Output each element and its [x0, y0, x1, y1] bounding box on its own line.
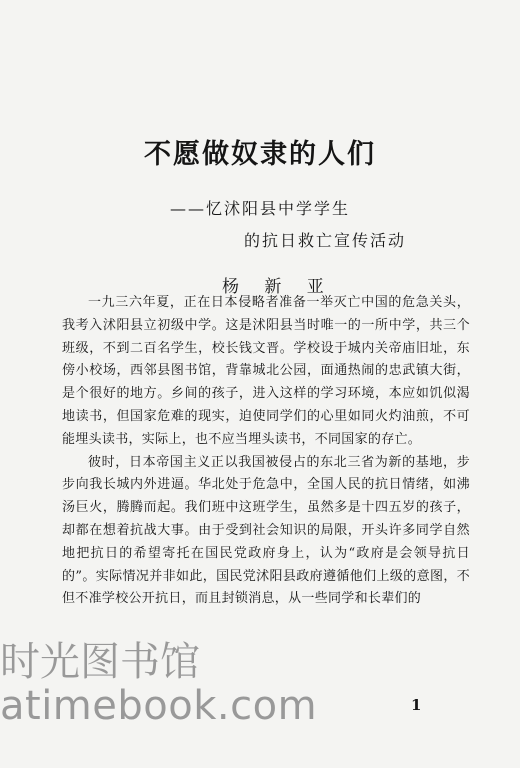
- author-name: 杨 新 亚: [222, 277, 334, 297]
- article-subtitle-line1: ——忆沭阳县中学学生: [170, 199, 351, 218]
- page-number: 1: [411, 696, 422, 714]
- article-title: 不愿做奴隶的人们: [144, 139, 376, 170]
- watermark-line2: atimebook.com: [0, 683, 318, 729]
- paragraph-2: 彼时，日本帝国主义正以我国被侵占的东北三省为新的基地，步步向我长城内外进逼。华北处于危急中，全国人民的抗日情绪，如沸汤巨火，腾腾而起。我们班中这班学生，虽然多是十四五岁的孩子，却都在想着抗战大事。由于受到社会知识的局限，开头许多同学自然地把抗日的希望寄托在国民党政府身上，认为“政府是会领导抗日的”。实际情况并非如此，国民党沭阳县政府遵循他们上级的意图，不但不准学校公开抗日，而且封锁消息，从一些同学和长辈们的: [62, 454, 470, 607]
- paragraph-1: 一九三六年夏，正在日本侵略者准备一举灭亡中国的危急关头，我考入沭阳县立初级中学。这是沭阳县当时唯一的一所中学，共三个班级，不到二百名学生，校长钱文晋。学校设于城内关帝庙旧址，东傍小校场，西邻县图书馆，背靠城北公园，面通热闹的忠武镇大街，是个很好的地方。乡间的孩子，进入这样的学习环境，本应如饥似渴地读书，但国家危难的现实，迫使同学们的心里如同火灼油煎，不可能埋头读书，实际上，也不应当埋头读书，不同国家的存亡。: [62, 295, 470, 447]
- watermark-line1: 时光图书馆: [0, 639, 200, 685]
- article-body: [62, 292, 470, 611]
- watermark: [0, 640, 317, 728]
- article-subtitle-line2: 的抗日救亡宣传活动: [244, 231, 407, 250]
